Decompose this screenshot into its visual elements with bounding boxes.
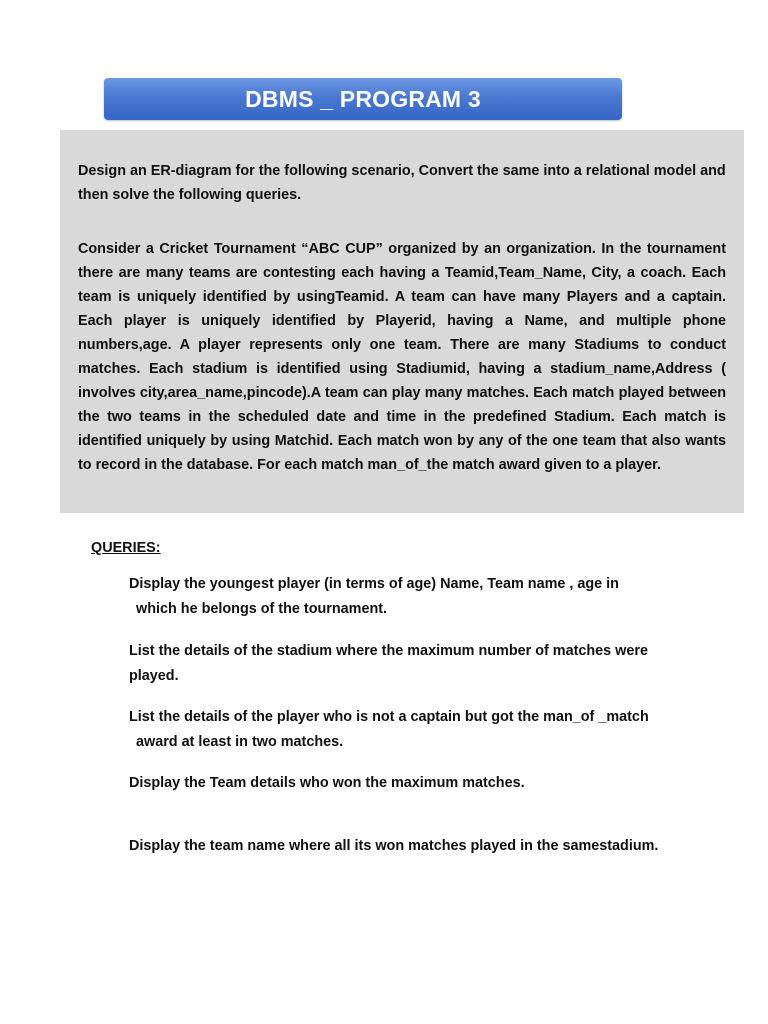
title-banner	[104, 78, 622, 120]
query-2-line-1: List the details of the stadium where the maximum number of matches were	[129, 643, 648, 659]
scenario-intro: Design an ER-diagram for the following scenario, Convert the same into a relational model and then solve the following queries.	[78, 163, 726, 203]
query-3-line-1: List the details of the player who is not a captain but got the man_of _match	[129, 709, 649, 725]
query-item	[129, 771, 704, 796]
query-item	[129, 639, 704, 689]
query-item	[129, 834, 704, 859]
query-5-line-1: Display the team name where all its won matches played in the samestadium.	[129, 838, 659, 854]
page-title: DBMS _ PROGRAM 3	[245, 85, 481, 112]
query-1-line-1: Display the youngest player (in terms of age) Name, Team name , age in	[129, 576, 619, 592]
scenario-text: Consider a Cricket Tournament “ABC CUP” organized by an organization. In the tournament there are many teams are contesting each having a Teamid,Team_Name, City, a coach. Each team is uniquely identified by usingTeamid. A team can have many Players and a captain. Each player is uniquely identified by Playerid, having a Name, and multiple phone numbers,age. A player represents only one team. There are many Stadiums to conduct matches. Each stadium is identified using Stadiumid, having a stadium_name,Address ( involves city,area_name,pincode).A team can play many matches. Each match played between the two teams in the scheduled date and time in the predefined Stadium. Each match is identified uniquely by using Matchid. Each match won by any of the one team that also wants to record in the database. For each match man_of_the match award given to a player.	[78, 241, 726, 473]
query-item	[129, 705, 704, 755]
query-1-line-2: which he belongs of the tournament.	[136, 601, 388, 617]
query-2-line-2: played.	[129, 668, 179, 684]
query-item	[129, 572, 704, 622]
query-3-line-2: award at least in two matches.	[136, 734, 344, 750]
queries-heading: QUERIES:	[91, 540, 161, 556]
query-4-line-1: Display the Team details who won the maximum matches.	[129, 775, 525, 791]
scenario-box	[60, 130, 744, 513]
